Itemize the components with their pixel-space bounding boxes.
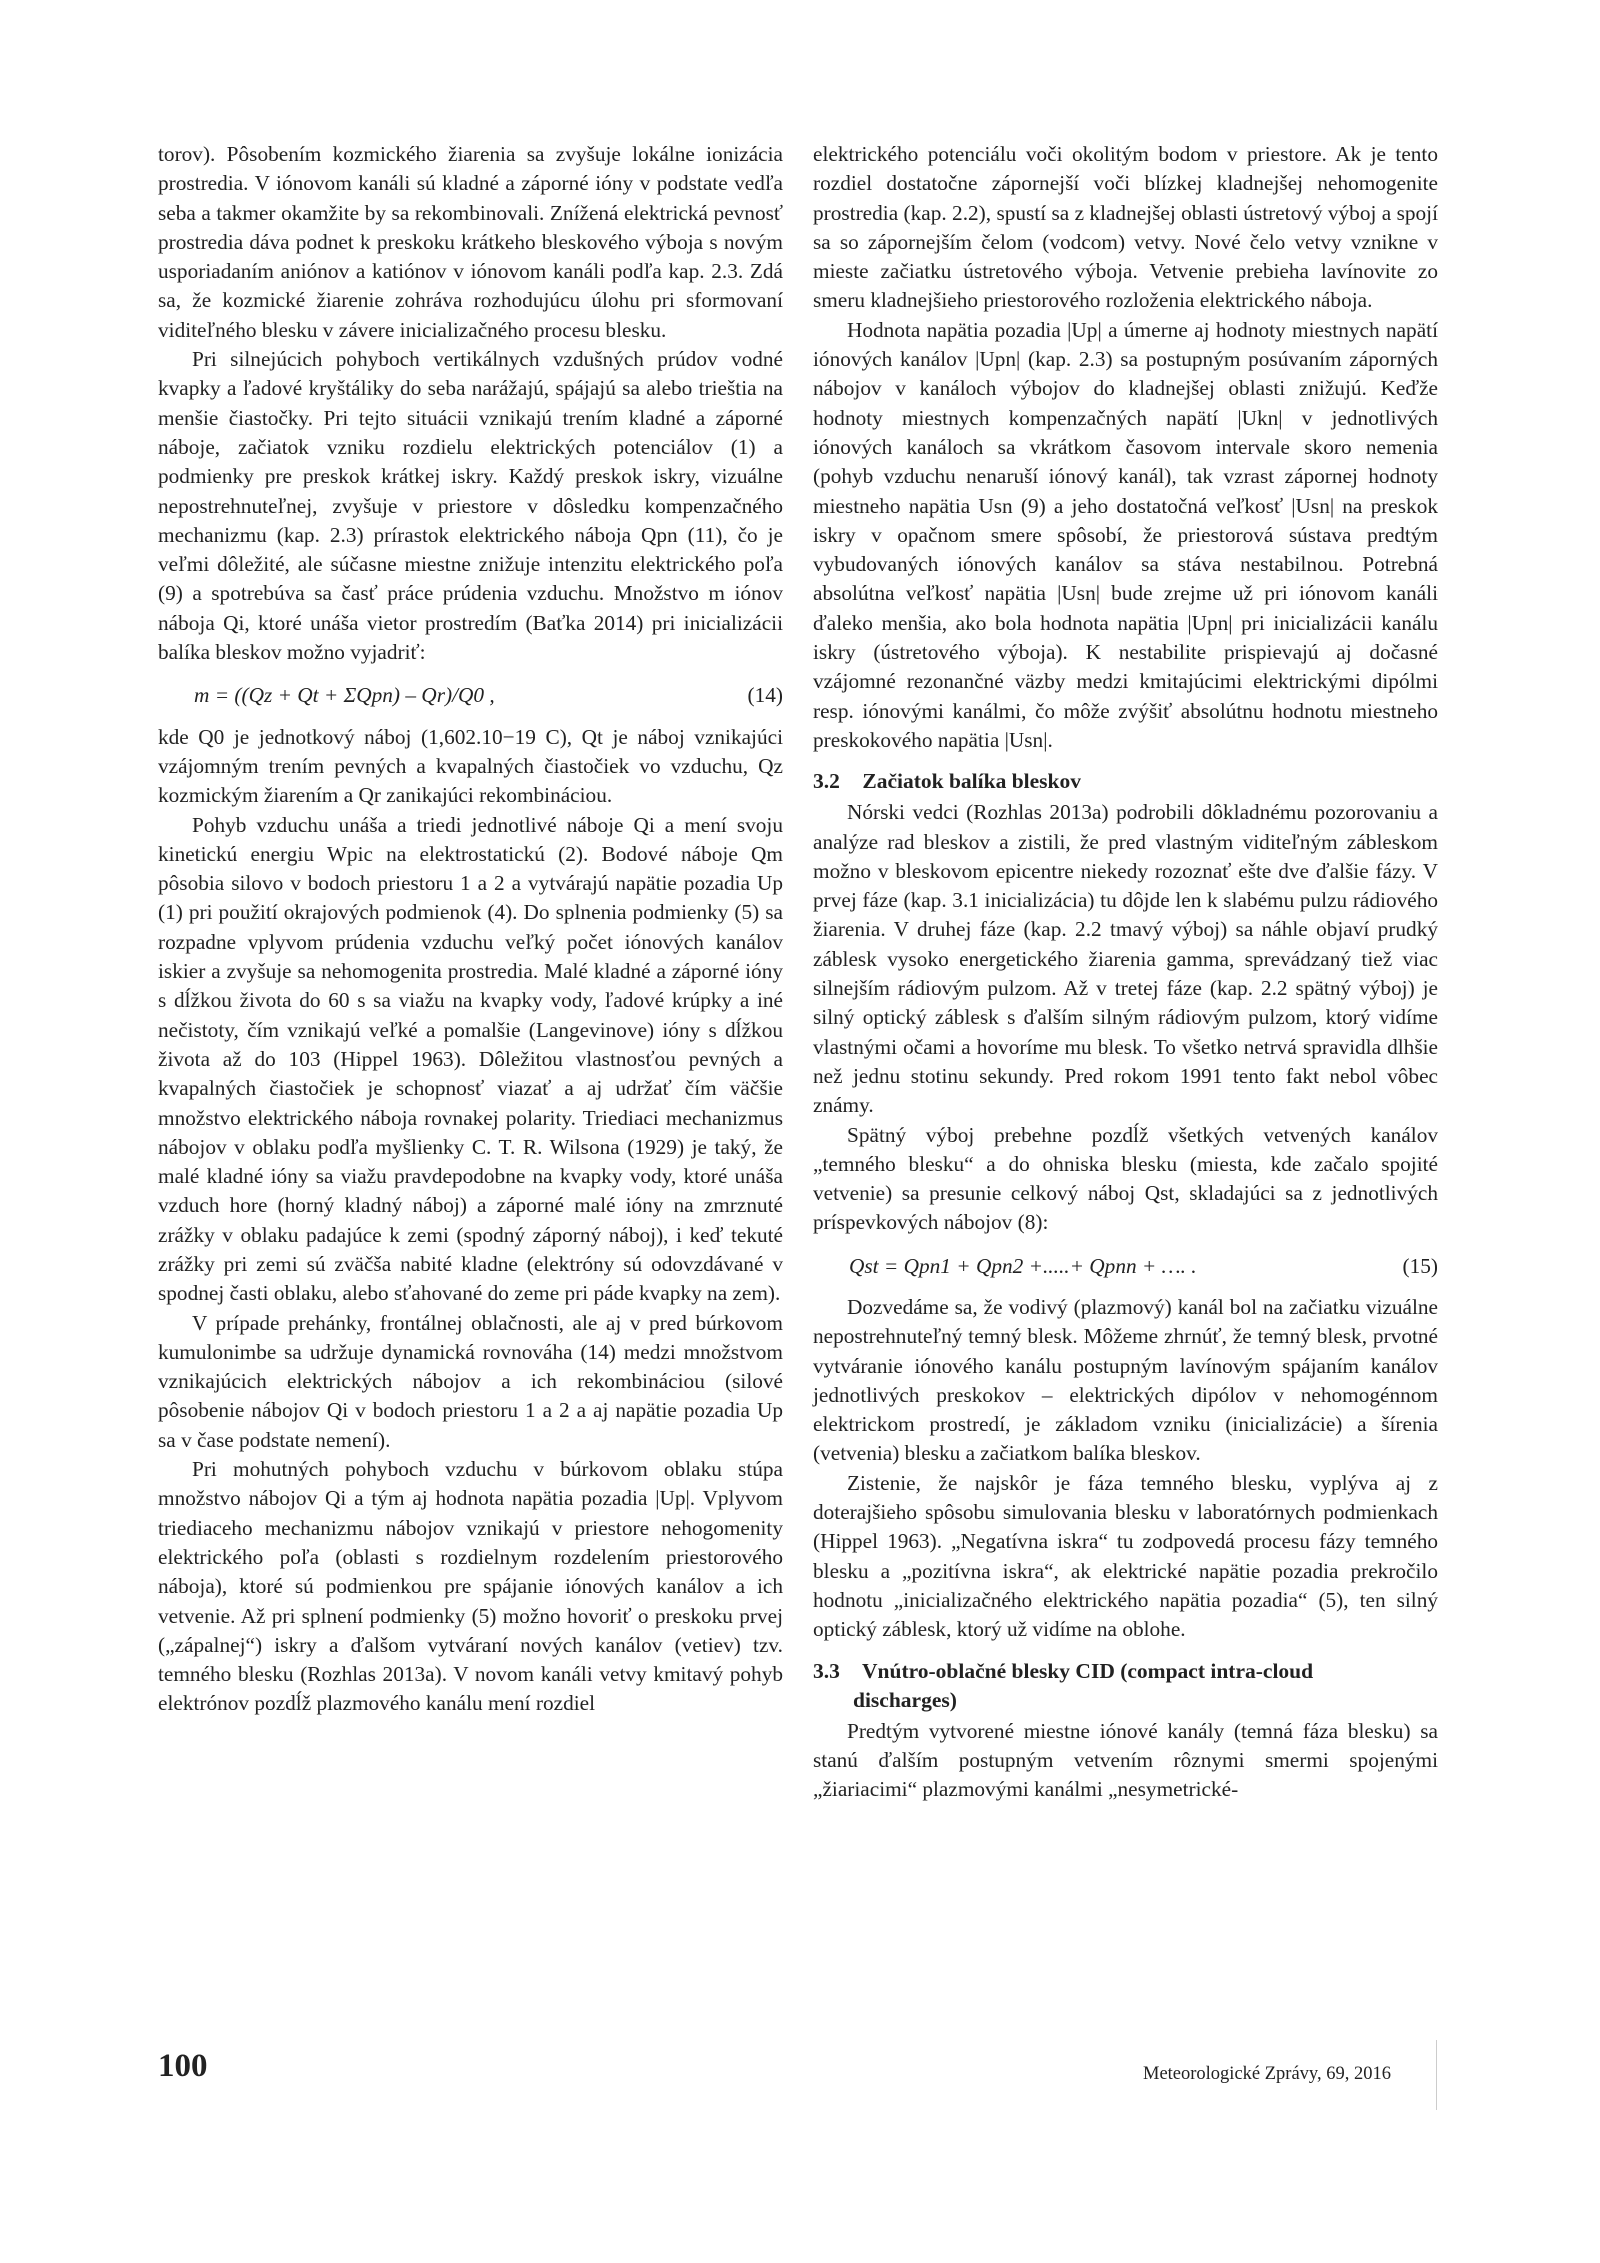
paragraph: elektrického potenciálu voči okolitým bodom v priestore. Ak je tento rozdiel dostatočne zápornejší voči blízkej kladnejšej nehomogenite prostredia (kap. 2.2), spustí sa z kladnejšej oblasti ústretový výboj a spojí sa so zápornejším čelom (vodcom) vetvy. Nové čelo vetvy vznikne v mieste začiatku ústretového výboja. Vetvenie prebieha lavínovite zo smeru kladnejšieho priestorového rozloženia elektrického náboja.: [813, 142, 1438, 313]
section-title: Začiatok balíka bleskov: [862, 769, 1082, 794]
paragraph: Nórski vedci (Rozhlas 2013a) podrobili dôkladnému pozorovaniu a analýze rad bleskov a zistili, že pred vlastným viditeľným zábleskom možno v bleskovom epicentre niekedy rozoznať ešte dve ďalšie fázy. V prvej fáze (kap. 3.1 inicializácia) tu dôjde len k slabému pulzu rádiového žiarenia. V druhej fáze (kap. 2.2 tmavý výboj) sa náhle objaví prudký záblesk vysoko energetického žiarenia gamma, sprevádzaný tiež viac silnejším rádiovým pulzom. Až v tretej fáze (kap. 2.2 spätný výboj) je silný optický záblesk s ďalším silným rádiovým pulzom, ktorý vidíme vlastnými očami a hovoríme mu blesk. To všetko netrvá spravidla dlhšie než jednu stotinu sekundy. Pred rokom 1991 tento fakt nebol vôbec známy.: [813, 800, 1438, 1118]
equation-number: (14): [747, 683, 783, 708]
right-column: [813, 140, 1438, 1804]
paragraph: Pri silnejúcich pohyboch vertikálnych vzdušných prúdov vodné kvapky a ľadové kryštáliky do seba narážajú, spájajú sa alebo trieštia na menšie čiastočky. Pri tejto situácii vznikajú trením kladné a záporné náboje, začiatok vzniku rozdielu elektrických potenciálov (1) a podmienky pre preskok krátkej iskry. Každý preskok iskry, vizuálne nepostrehnuteľnej, zvyšuje v priestore v dôsledku kompenzačného mechanizmu (kap. 2.3) prírastok elektrického náboja Qpn (11), čo je veľmi dôležité, ale súčasne miestne znižuje intenzitu elektrického poľa (9) a spotrebúva sa časť práce prúdenia vzduchu. Množstvo m iónov náboja Qi, ktoré unáša vietor prostredím (Baťka 2014) pri inicializácii balíka bleskov možno vyjadriť:: [158, 347, 783, 665]
equation-text: Qst = Qpn1 + Qpn2 +.....+ Qpnn + …. .: [849, 1253, 1197, 1278]
paragraph: Spätný výboj prebehne pozdĺž všetkých vetvených kanálov „temného blesku“ a do ohniska blesku (miesta, kde začalo spojité vetvenie) sa presunie celkový náboj Qst, skladajúci sa z jednotlivých príspevkových nábojov (8):: [813, 1122, 1438, 1235]
equation-15: [813, 1252, 1438, 1281]
paragraph: Pri mohutných pohyboch vzduchu v búrkovom oblaku stúpa množstvo nábojov Qi a tým aj hodnota napätia pozadia |Up|. Vplyvom triediaceho mechanizmu nábojov vznikajú v priestore nehogomenity elektrického poľa (oblasti s rozdielnym rozdelením priestorového náboja), ktoré sú podmienkou pre spájanie iónových kanálov a ich vetvenie. Až pri splnení podmienky (5) možno hovoriť o preskoku prvej („zápalnej“) iskry a ďalšom vytváraní nových kanálov (vetiev) tzv. temného blesku (Rozhlas 2013a). V novom kanáli vetvy kmitavý pohyb elektrónov pozdĺž plazmového kanálu mení rozdiel: [158, 1457, 783, 1716]
paragraph: Hodnota napätia pozadia |Up| a úmerne aj hodnoty miestnych napätí iónových kanálov |Upn| (kap. 2.3) sa postupným posúvaním záporných nábojov v kanáloch výbojov do kladnejšej oblasti znižujú. Keďže hodnoty miestnych kompenzačných napätí |Ukn| v jednotlivých iónových kanáloch sa vkrátkom časovom intervale skoro nemenia (pohyb vzduchu nenaruší iónový kanál), tak vzrast zápornej hodnoty miestneho napätia Usn (9) a jeho dostatočná veľkosť |Usn| na preskok iskry v opačnom smere spôsobí, že priestorová sústava predtým vybudovaných iónových kanálov sa stáva nestabilnou. Potrebná absolútna veľkosť napätia |Usn| bude zrejme už pri iónovom kanáli ďaleko menšia, ako bola hodnota napätia |Upn| pri inicializácii kanálu iskry (ústretového výboja). K nestabilite prispievajú aj dočasné vzájomné rezonančné väzby medzi kmitajúcimi elektrickými dipólmi resp. iónovými kanálmi, čo môže zvýšiť absolútnu hodnotu miestneho preskokového napätia |Usn|.: [813, 317, 1438, 752]
page-number: 100: [158, 2048, 208, 2084]
section-title: Vnútro-oblačné blesky CID (compact intra-cloud: [862, 1658, 1314, 1683]
equation-number: (15): [1402, 1253, 1438, 1278]
equation-text: m = ((Qz + Qt + ΣQpn) – Qr)/Q0 ,: [194, 683, 495, 708]
journal-citation: Meteorologické Zprávy, 69, 2016: [1143, 2064, 1391, 2084]
left-column: [158, 140, 783, 1719]
paragraph: V prípade prehánky, frontálnej oblačnosti, ale aj v pred búrkovom kumulonimbe sa udržuje dynamická rovnováha (14) medzi množstvom vznikajúcich elektrických nábojov a ich rekombináciou (silové pôsobenie nábojov Qi v bodoch priestoru 1 a 2 a aj napätie pozadia Up sa v čase podstate nemení).: [158, 1310, 783, 1452]
section-number: 3.3: [813, 1658, 840, 1683]
paragraph: Zistenie, že najskôr je fáza temného blesku, vyplýva aj z doterajšieho spôsobu simulovania blesku v laboratórnych podmienkach (Hippel 1963). „Negatívna iskra“ tu zodpovedá procesu fázy temného blesku a „pozitívna iskra“, ak elektrické napätie pozadia prekročilo hodnotu „inicializačného elektrického napätia pozadia“ (5), ten silný optický záblesk, ktorý už vidíme na oblohe.: [813, 1470, 1438, 1642]
footer-divider: [1436, 2040, 1437, 2110]
paragraph: torov). Pôsobením kozmického žiarenia sa zvyšuje lokálne ionizácia prostredia. V iónovom kanáli sú kladné a záporné ióny v podstate vedľa seba a takmer okamžite by sa rekombinovali. Znížená elektrická pevnosť prostredia dáva podnet k preskoku krátkeho bleskového výboja s novým usporiadaním aniónov a katiónov v iónovom kanáli podľa kap. 2.3. Zdá sa, že kozmické žiarenie zohráva rozhodujúcu úlohu pri sformovaní viditeľného blesku v závere inicializačného procesu blesku.: [158, 142, 783, 342]
section-heading: [813, 767, 1438, 796]
paragraph: Dozvedáme sa, že vodivý (plazmový) kanál bol na začiatku vizuálne nepostrehnuteľný temný blesk. Môžeme zhrnúť, že temný blesk, prvotné vytváranie iónového kanálu postupným lavínovým spájaním kanálov jednotlivých preskokov – elektrických dipólov v nehomogénnom elektrickom prostredí, je základom vzniku (inicializácie) a šírenia (vetvenia) blesku a začiatkom balíka bleskov.: [813, 1294, 1438, 1466]
section-heading: [813, 1657, 1438, 1715]
section-title-continued: discharges): [853, 1687, 957, 1712]
paragraph: Pohyb vzduchu unáša a triedi jednotlivé náboje Qi a mení svoju kinetickú energiu Wpic na elektrostatickú (2). Bodové náboje Qm pôsobia silovo v bodoch priestoru 1 a 2 a vytvárajú napätie pozadia Up (1) pri použití okrajových podmienok (4). Do splnenia podmienky (5) sa rozpadne vplyvom prúdenia vzduchu veľký počet iónových kanálov iskier a zvyšuje sa nehomogenita prostredia. Malé kladné a záporné ióny s dĺžkou života do 60 s sa viažu na kvapky vody, ľadové krúpky a iné nečistoty, čím vznikajú veľké a pomalšie (Langevinove) ióny s dĺžkou života až do 103 (Hippel 1963). Dôležitou vlastnosťou pevných a kvapalných čiastočiek je schopnosť viazať a aj udržať čím väčšie množstvo elektrického náboja rovnakej polarity. Triediaci mechanizmus nábojov v oblaku podľa myšlienky C. T. R. Wilsona (1929) je taký, že malé kladné ióny sa viažu pravdepodobne na kvapky vody, ktoré unáša vzduch hore (horný kladný náboj) a záporné malé ióny na zmrznuté zrážky v oblaku padajúce k zemi (spodný záporný náboj), i keď tekuté zrážky pri zemi sú zväčša nabité kladne (elektróny sú odovzdávané v spodnej časti oblaku, alebo sťahované do zeme pri páde kvapky na zem).: [158, 812, 783, 1306]
paragraph: kde Q0 je jednotkový náboj (1,602.10−19 C), Qt je náboj vznikajúci vzájomným trením pevných a kvapalných čiastočiek vo vzduchu, Qz kozmickým žiarením a Qr zanikajúci rekombináciou.: [158, 724, 783, 808]
paragraph: Predtým vytvorené miestne iónové kanály (temná fáza blesku) sa stanú ďalším postupným vetvením rôznymi smermi spojenými „žiariacimi“ plazmovými kanálmi „nesymetrické-: [813, 1718, 1438, 1802]
section-number: 3.2: [813, 769, 840, 794]
equation-14: [158, 681, 783, 710]
